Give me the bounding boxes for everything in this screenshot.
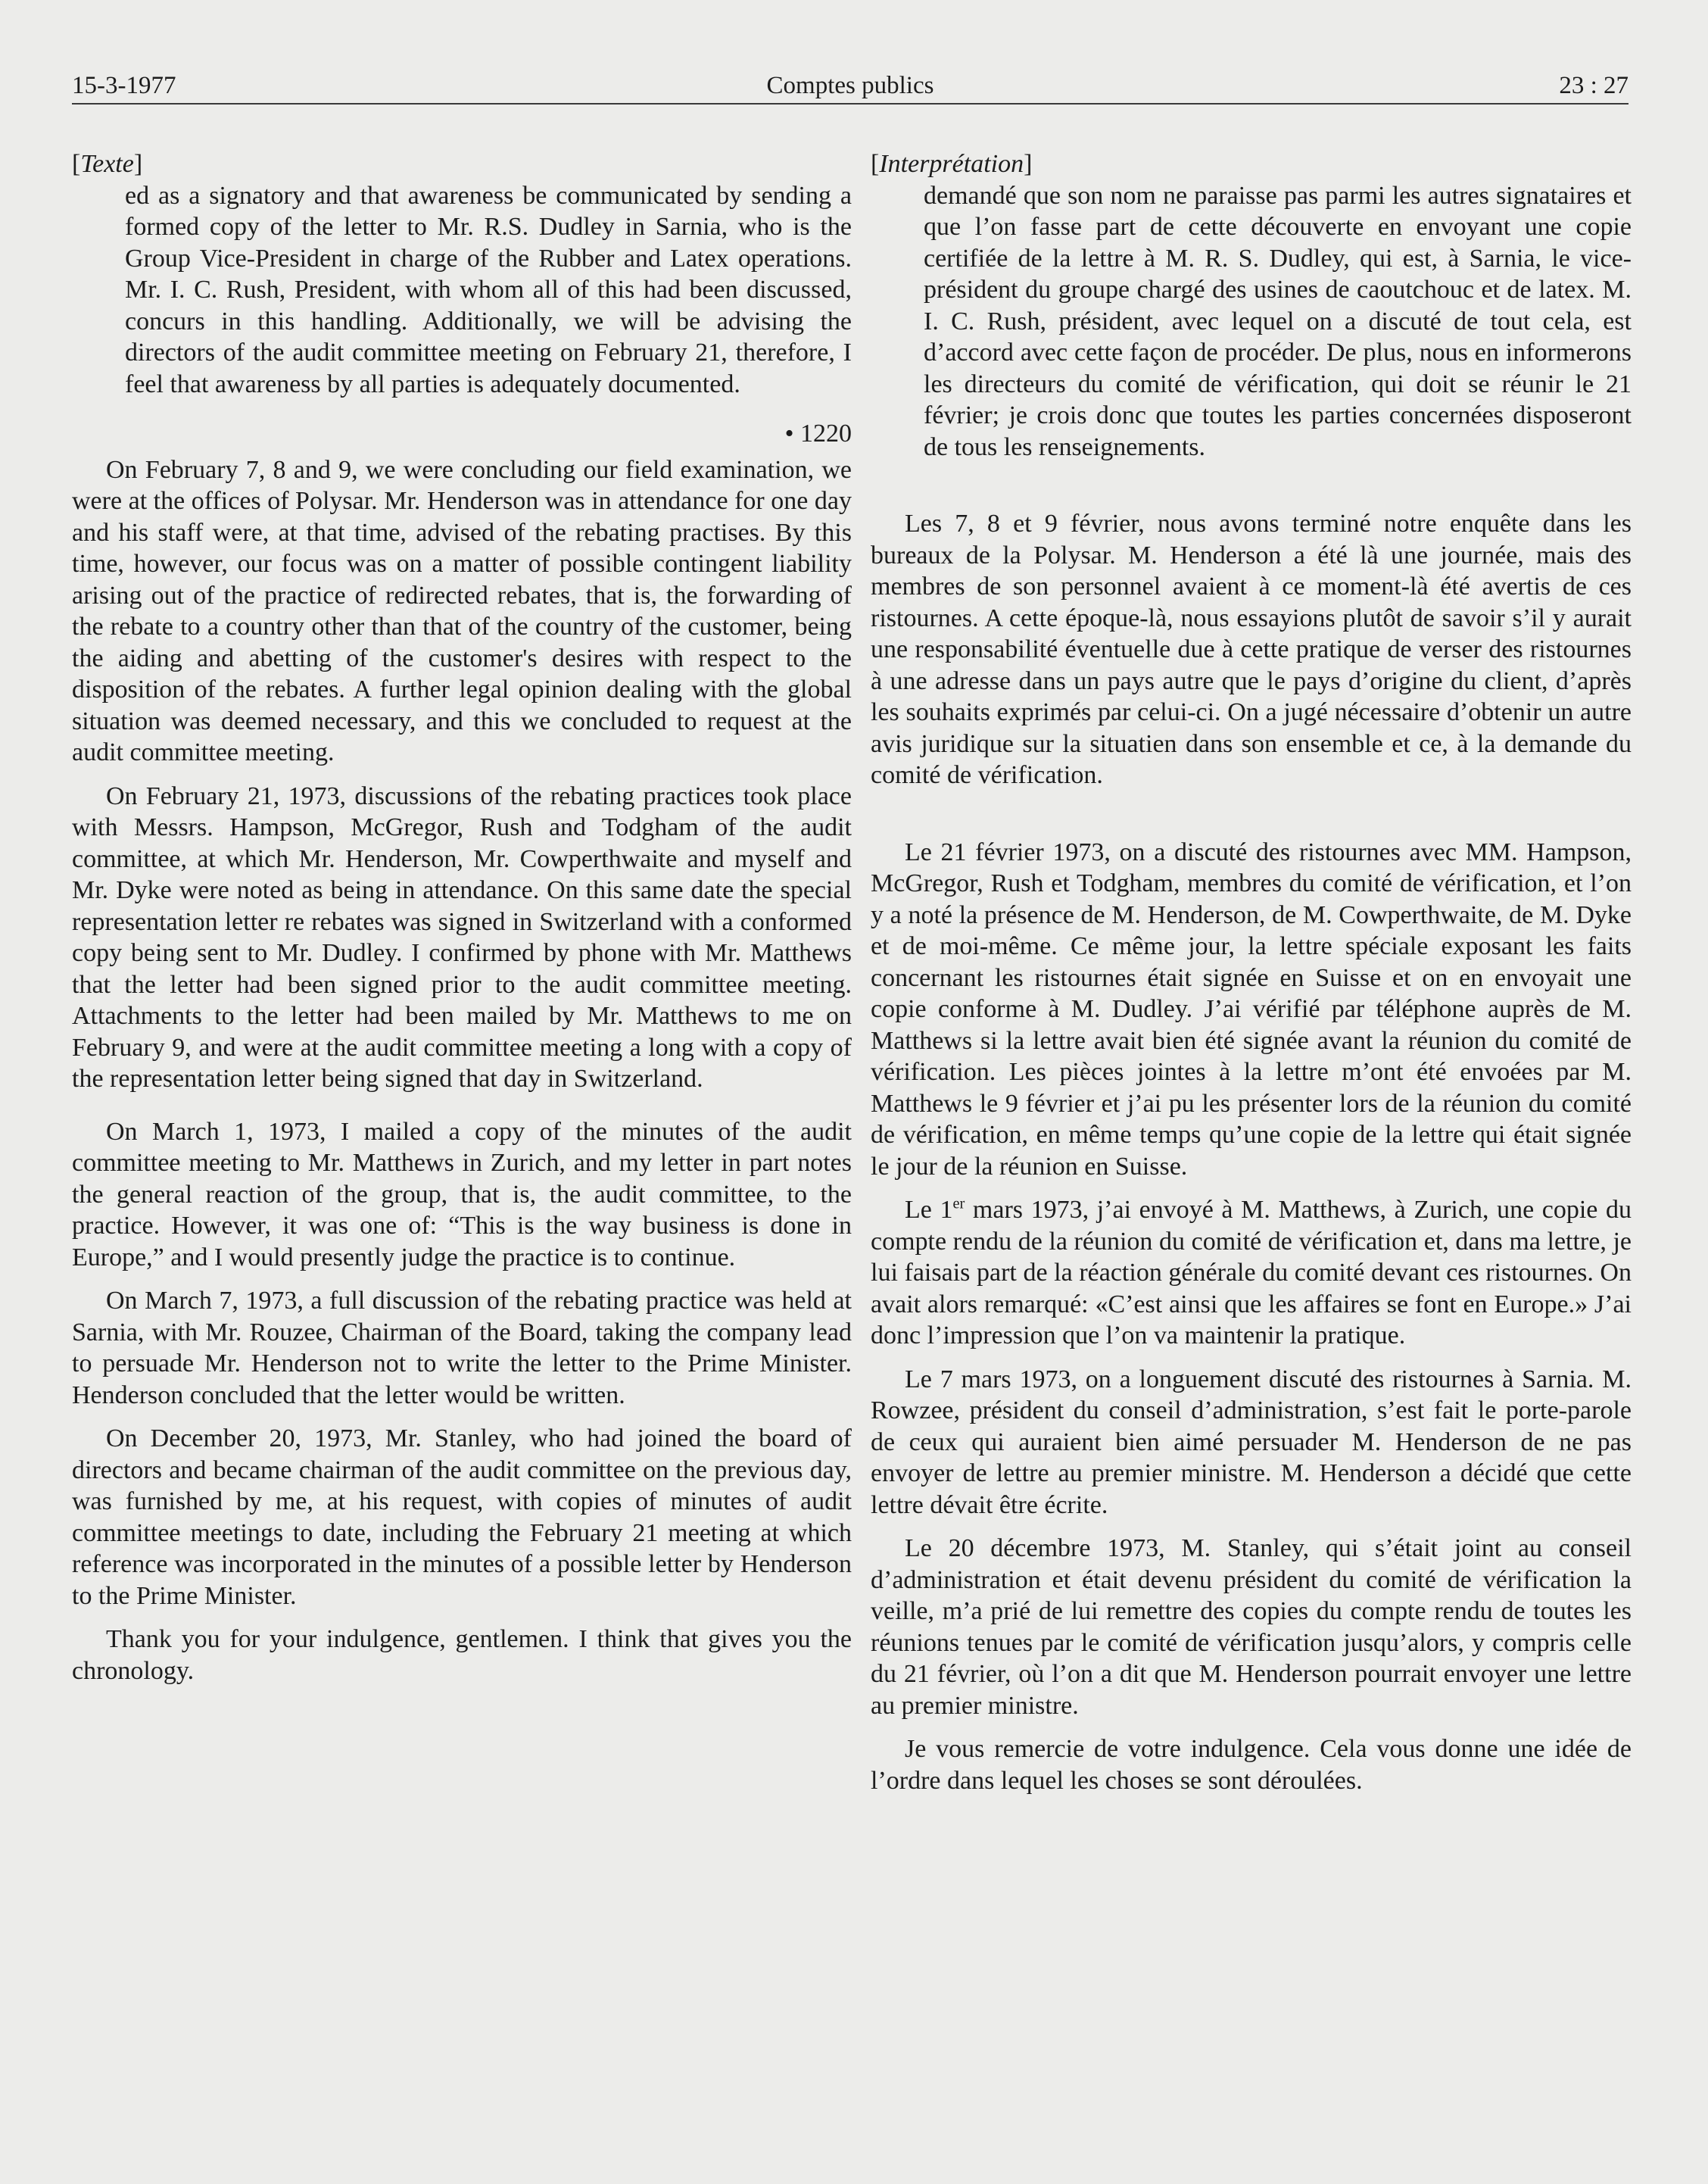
paragraph: ed as a signatory and that awareness be communicated by sending a formed copy of the letter to Mr. R.S. Dudley in Sarnia, who is the Group Vice-President in charge of the Rubber and Latex operations. Mr. I. C. Rush, President, with whom all of this had been discussed, concurs in this handling. Additionally, we will be advising the directors of the audit committee meeting on February 21, therefore, I feel that awareness by all parties is adequately documented. bbox=[125, 181, 852, 398]
paragraph: On December 20, 1973, Mr. Stanley, who had joined the board of directors and became chairman of the audit committee on the previous day, was furnished by me, at his request, with copies of minutes of audit committee meetings to date, including the February 21 meeting at which reference was incorporated in the minutes of a possible letter by Henderson to the Prime Minister. bbox=[72, 1424, 852, 1610]
paragraph: Thank you for your indulgence, gentlemen. I think that gives you the chronology. bbox=[72, 1625, 852, 1685]
header-page-number: 23 : 27 bbox=[1559, 72, 1629, 99]
time-marker: • 1220 bbox=[784, 420, 852, 448]
header-title: Comptes publics bbox=[766, 72, 934, 99]
page-header bbox=[72, 67, 1629, 105]
header-date: 15-3-1977 bbox=[72, 72, 176, 99]
paragraph: Le 7 mars 1973, on a longuement discuté des ristournes à Sarnia. M. Rowzee, président du conseil d’administration, s’est fait le porte-parole de ceux qui auraient bien aimé persuader M. Henderson de ne pas envoyer de lettre au premier ministre. M. Henderson a décidé que cette lettre dévait être écrite. bbox=[871, 1365, 1632, 1519]
section-label-texte: [Texte] bbox=[72, 150, 143, 178]
paragraph: On February 21, 1973, discussions of the rebating practices took place with Messrs. Hampson, McGregor, Rush and Todgham of the audit committee, at which Mr. Henderson, Mr. Cowperthwaite and myself and Mr. Dyke were noted as being in attendance. On this same date the special representation letter re rebates was signed in Switzerland with a conformed copy being sent to Mr. Dudley. I confirmed by phone with Mr. Matthews that the letter had been signed prior to the audit committee meeting. Attachments to the letter had been mailed by Mr. Matthews to me on February 9, and were at the audit committee meeting a long with a copy of the representation letter being signed that day in Switzerland. bbox=[72, 782, 852, 1093]
paragraph: On March 7, 1973, a full discussion of the rebating practice was held at Sarnia, with Mr. Rouzee, Chairman of the Board, taking the company lead to persuade Mr. Henderson not to write the letter to the Prime Minister. Henderson concluded that the letter would be written. bbox=[72, 1287, 852, 1409]
paragraph: Le 1er mars 1973, j’ai envoyé à M. Matthews, à Zurich, une copie du compte rendu de la réunion du comité de vérification et, dans ma lettre, je lui faisais part de la réaction générale du comité devant ces ristournes. On avait alors remarqué: «C’est ainsi que les affaires se font en Europe.» J’ai donc l’impression que l’on va maintenir la pratique. bbox=[871, 1195, 1632, 1349]
section-label-interpretation: [Interprétation] bbox=[871, 150, 1033, 178]
paragraph: On February 7, 8 and 9, we were concluding our field examination, we were at the offices of Polysar. Mr. Henderson was in attendance for one day and his staff were, at that time, advised of the rebating practises. By this time, however, our focus was on a matter of possible contingent liability arising out of the practice of redirected rebates, that is, the forwarding of the rebate to a country other than that of the country of the customer, being the aiding and abetting of the customer's desires with respect to the disposition of the rebates. A further legal opinion dealing with the global situation was deemed necessary, and this we concluded to request at the audit committee meeting. bbox=[72, 455, 852, 766]
english-column bbox=[72, 148, 852, 1686]
paragraph: demandé que son nom ne paraisse pas parmi les autres signataires et que l’on fasse part de cette découverte en envoyant une copie certifiée de la lettre à M. R. S. Dudley, qui est, à Sarnia, le vice-président du groupe chargé des usines de caoutchouc et de latex. M. I. C. Rush, président, avec lequel on a discuté de tout cela, est d’accord avec cette façon de procéder. De plus, nous en informerons les directeurs du comité de vérification, qui doit se réunir le 21 février; je crois donc que toutes les parties concernées disposeront de tous les renseignements. bbox=[924, 181, 1632, 461]
french-column bbox=[871, 148, 1632, 1796]
paragraph: Les 7, 8 et 9 février, nous avons terminé notre enquête dans les bureaux de la Polysar. M. Henderson a été là une journée, mais des membres de son personnel avaient à ce moment-là été avertis de ces ristournes. A cette époque-là, nous essayions plutôt de savoir s’il y aurait une responsabilité éventuelle due à cette pratique de verser des ristournes à une adresse dans un pays autre que le pays d’origine du client, d’après les souhaits exprimés par celui-ci. On a jugé nécessaire d’obtenir un autre avis juridique sur la situatien dans son ensemble et ce, à la demande du comité de vérification. bbox=[871, 510, 1632, 789]
paragraph: Le 21 février 1973, on a discuté des ristournes avec MM. Hampson, McGregor, Rush et Todgham, membres du comité de vérification, et l’on y a noté la présence de M. Henderson, de M. Cowperthwaite, de M. Dyke et de moi-même. Ce même jour, la lettre spéciale exposant les faits concernant les ristournes était signée en Suisse et on en envoyait une copie conforme à M. Dudley. J’ai vérifié par téléphone auprès de M. Matthews si la lettre avait bien été signée avant la réunion du comité de vérification. Les pièces jointes à la lettre m’ont été envoées par M. Matthews le 9 février et j’ai pu les présenter lors de la réunion du comité de vérification, en même temps qu’une copie de la lettre qui était signée le jour de la réunion en Suisse. bbox=[871, 838, 1632, 1181]
paragraph: Je vous remercie de votre indulgence. Cela vous donne une idée de l’ordre dans lequel les choses se sont déroulées. bbox=[871, 1735, 1632, 1795]
paragraph: Le 20 décembre 1973, M. Stanley, qui s’était joint au conseil d’administration et était devenu président du comité de vérification la veille, m’a prié de lui remettre des copies du compte rendu de toutes les réunions tenues par le comité de vérification jusqu’alors, y compris celle du 21 février, où l’on a dit que M. Henderson pourrait envoyer une lettre au premier ministre. bbox=[871, 1534, 1632, 1720]
paragraph: On March 1, 1973, I mailed a copy of the minutes of the audit committee meeting to Mr. Matthews in Zurich, and my letter in part notes the general reaction of the group, that is, the audit committee, to the practice. However, it was one of: “This is the way business is done in Europe,” and I would presently judge the practice is to continue. bbox=[72, 1117, 852, 1271]
